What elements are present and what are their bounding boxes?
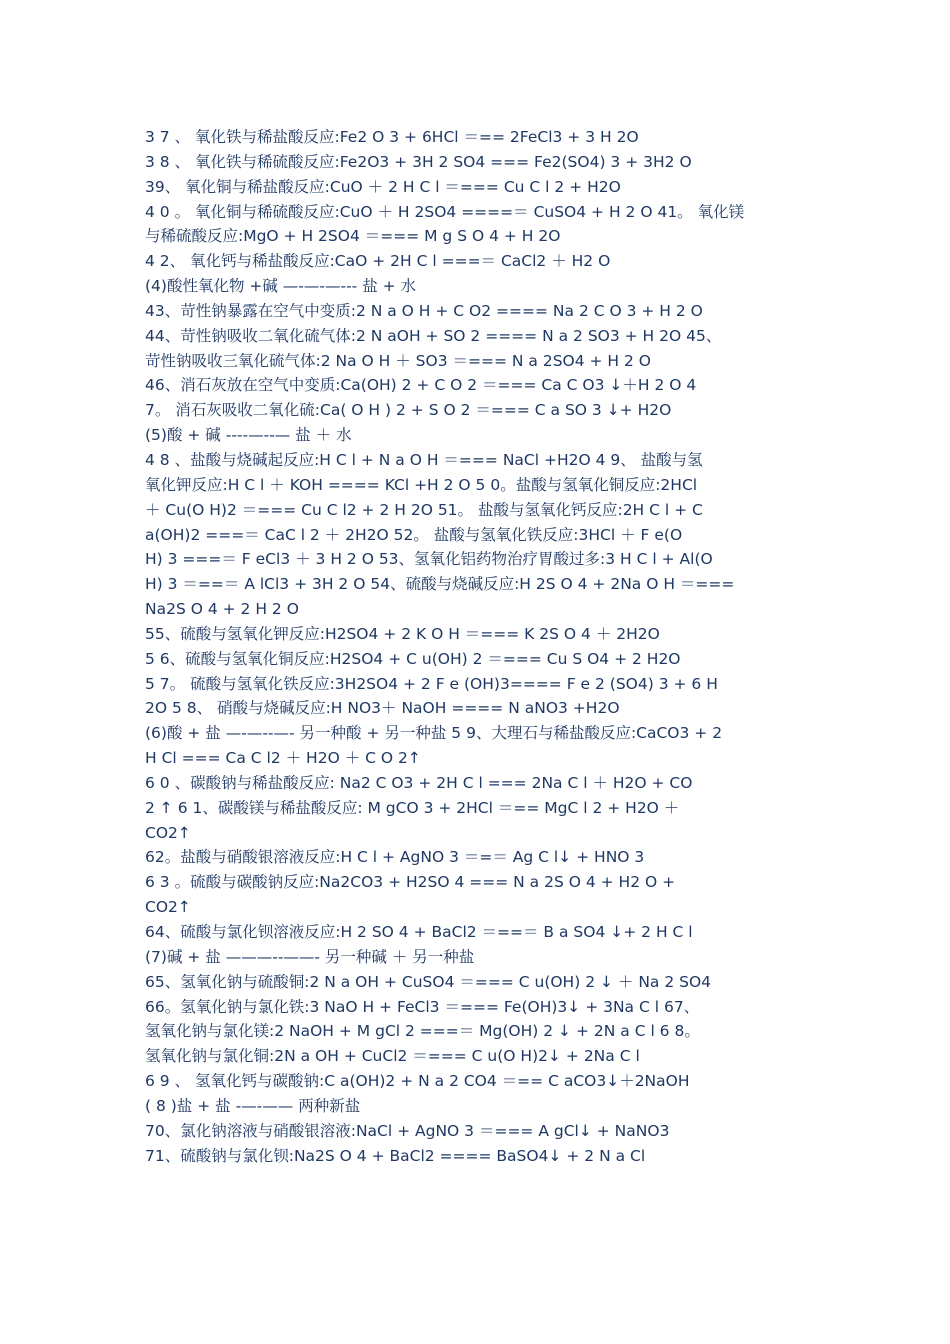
text-line: 70、氯化钠溶液与硝酸银溶液:NaCl + AgNO 3 ＝=== A gCl↓ + NaNO3 [145,1121,670,1140]
text-line: 氢氧化钠与氯化镁:2 NaOH + M gCl 2 ===＝ Mg(OH) 2 ↓ + 2N a C l 6 8。 [145,1022,700,1041]
text-line: ＋ Cu(O H)2 ＝=== Cu C l2 + 2 H 2O 51。 盐酸与氢氧化钙反应:2H C l + C [145,500,703,519]
text-line: 46、消石灰放在空气中变质:Ca(OH) 2 + C O 2 ＝=== Ca C O3 ↓＋H 2 O 4 [145,376,697,395]
text-line: 5 7。 硫酸与氢氧化铁反应:3H2SO4 + 2 F e (OH)3==== F e 2 (SO4) 3 + 6 H [145,674,718,693]
text-line: H) 3 ＝==＝ A lCl3 + 3H 2 O 54、硫酸与烧碱反应:H 2S O 4 + 2Na O H ＝=== [145,575,735,594]
text-line: Na2S O 4 + 2 H 2 O [145,600,299,619]
text-line: 71、硫酸钠与氯化钡:Na2S O 4 + BaCl2 ==== BaSO4↓ + 2 N a Cl [145,1146,646,1165]
text-line: 62。盐酸与硝酸银溶液反应:H C l + AgNO 3 ＝=＝ Ag C l↓ + HNO 3 [145,848,645,867]
text-line: 4 2、 氧化钙与稀盐酸反应:CaO + 2H C l ===＝ CaCl2 ＋ H2 O [145,252,611,271]
text-line: 6 0 、碳酸钠与稀盐酸反应: Na2 C O3 + 2H C l === 2Na C l ＋ H2O + CO [145,773,693,792]
text-line: H) 3 ===＝ F eCl3 ＋ 3 H 2 O 53、氢氧化铝药物治疗胃酸过多:3 H C l + Al(O [145,550,713,569]
text-line: 6 3 。硫酸与碳酸钠反应:Na2CO3 + H2SO 4 === N a 2S O 4 + H2 O + [145,873,676,892]
text-line: 65、氢氧化钠与硫酸铜:2 N a OH + CuSO4 ＝=== C u(OH) 2 ↓ ＋ Na 2 SO4 [145,972,712,991]
text-line: 氢氧化钠与氯化铜:2N a OH + CuCl2 ＝=== C u(O H)2↓ + 2Na C l [145,1047,640,1066]
text-line: 43、苛性钠暴露在空气中变质:2 N a O H + C O2 ==== Na 2 C O 3 + H 2 O [145,301,703,320]
text-line: 2O 5 8、 硝酸与烧碱反应:H NO3＋ NaOH ==== N aNO3 +H2O [145,699,620,718]
text-line: 与稀硫酸反应:MgO + H 2SO4 ＝=== M g S O 4 + H 2O [145,227,561,246]
document-body [145,125,815,1168]
text-line: 55、硫酸与氢氧化钾反应:H2SO4 + 2 K O H ＝=== K 2S O 4 ＋ 2H2O [145,624,660,643]
text-line: 5 6、硫酸与氢氧化铜反应:H2SO4 + C u(OH) 2 ＝=== Cu S O4 + 2 H2O [145,649,681,668]
text-line: 3 8 、 氧化铁与稀硫酸反应:Fe2O3 + 3H 2 SO4 === Fe2(SO4) 3 + 3H2 O [145,152,692,171]
text-line: (4)酸性氧化物 +碱 —-—-—--- 盐 + 水 [145,277,417,296]
text-line: 2 ↑ 6 1、碳酸镁与稀盐酸反应: M gCO 3 + 2HCl ＝== MgC l 2 + H2O ＋ [145,798,680,817]
text-line: 64、硫酸与氯化钡溶液反应:H 2 SO 4 + BaCl2 ＝==＝ B a SO4 ↓+ 2 H C l [145,923,693,941]
text-line: (7)碱 + 盐 ———--——- 另一种碱 ＋ 另一种盐 [145,947,475,966]
text-line: ( 8 )盐 + 盐 -—-—— 两种新盐 [145,1096,361,1115]
text-line: (5)酸 + 碱 ----—--— 盐 ＋ 水 [145,426,352,445]
text-line: 66。氢氧化钠与氯化铁:3 NaO H + FeCl3 ＝=== Fe(OH)3↓ + 3Na C l 67、 [145,997,700,1016]
text-line: 6 9 、 氢氧化钙与碳酸钠:C a(OH)2 + N a 2 CO4 ＝== C aCO3↓＋2NaOH [145,1072,690,1091]
text-line: 7。 消石灰吸收二氧化硫:Ca( O H ) 2 + S O 2 ＝=== C a SO 3 ↓+ H2O [145,401,672,420]
text-line: CO2↑ [145,898,191,917]
text-line: 39、 氧化铜与稀盐酸反应:CuO ＋ 2 H C l ＝=== Cu C l 2 + H2O [145,177,621,196]
text-line: 氧化钾反应:H C l ＋ KOH ==== KCl +H 2 O 5 0。盐酸与氢氧化铜反应:2HCl [145,475,698,494]
text-line: 苛性钠吸收三氧化硫气体:2 Na O H ＋ SO3 ＝=== N a 2SO4 + H 2 O [145,351,652,370]
text-line: (6)酸 + 盐 —-—--—- 另一种酸 + 另一种盐 5 9、大理石与稀盐酸反应:CaCO3 + 2 [145,724,723,743]
text-line: 4 8 、盐酸与烧碱起反应:H C l + N a O H ＝=== NaCl +H2O 4 9、 盐酸与氢 [145,450,703,469]
text-line: CO2↑ [145,823,191,842]
text-line: 3 7 、 氧化铁与稀盐酸反应:Fe2 O 3 + 6HCl ＝== 2FeCl3 + 3 H 2O [145,128,639,146]
text-line: a(OH)2 ===＝ CaC l 2 ＋ 2H2O 52。 盐酸与氢氧化铁反应:3HCl ＋ F e(O [145,525,683,544]
text-line: 44、苛性钠吸收二氧化硫气体:2 N aOH + SO 2 ==== N a 2 SO3 + H 2O 45、 [145,326,722,345]
text-line: 4 0 。 氧化铜与稀硫酸反应:CuO ＋ H 2SO4 ====＝ CuSO4 + H 2 O 41。 氧化镁 [145,202,745,221]
text-line: H Cl === Ca C l2 ＋ H2O ＋ C O 2↑ [145,749,421,768]
